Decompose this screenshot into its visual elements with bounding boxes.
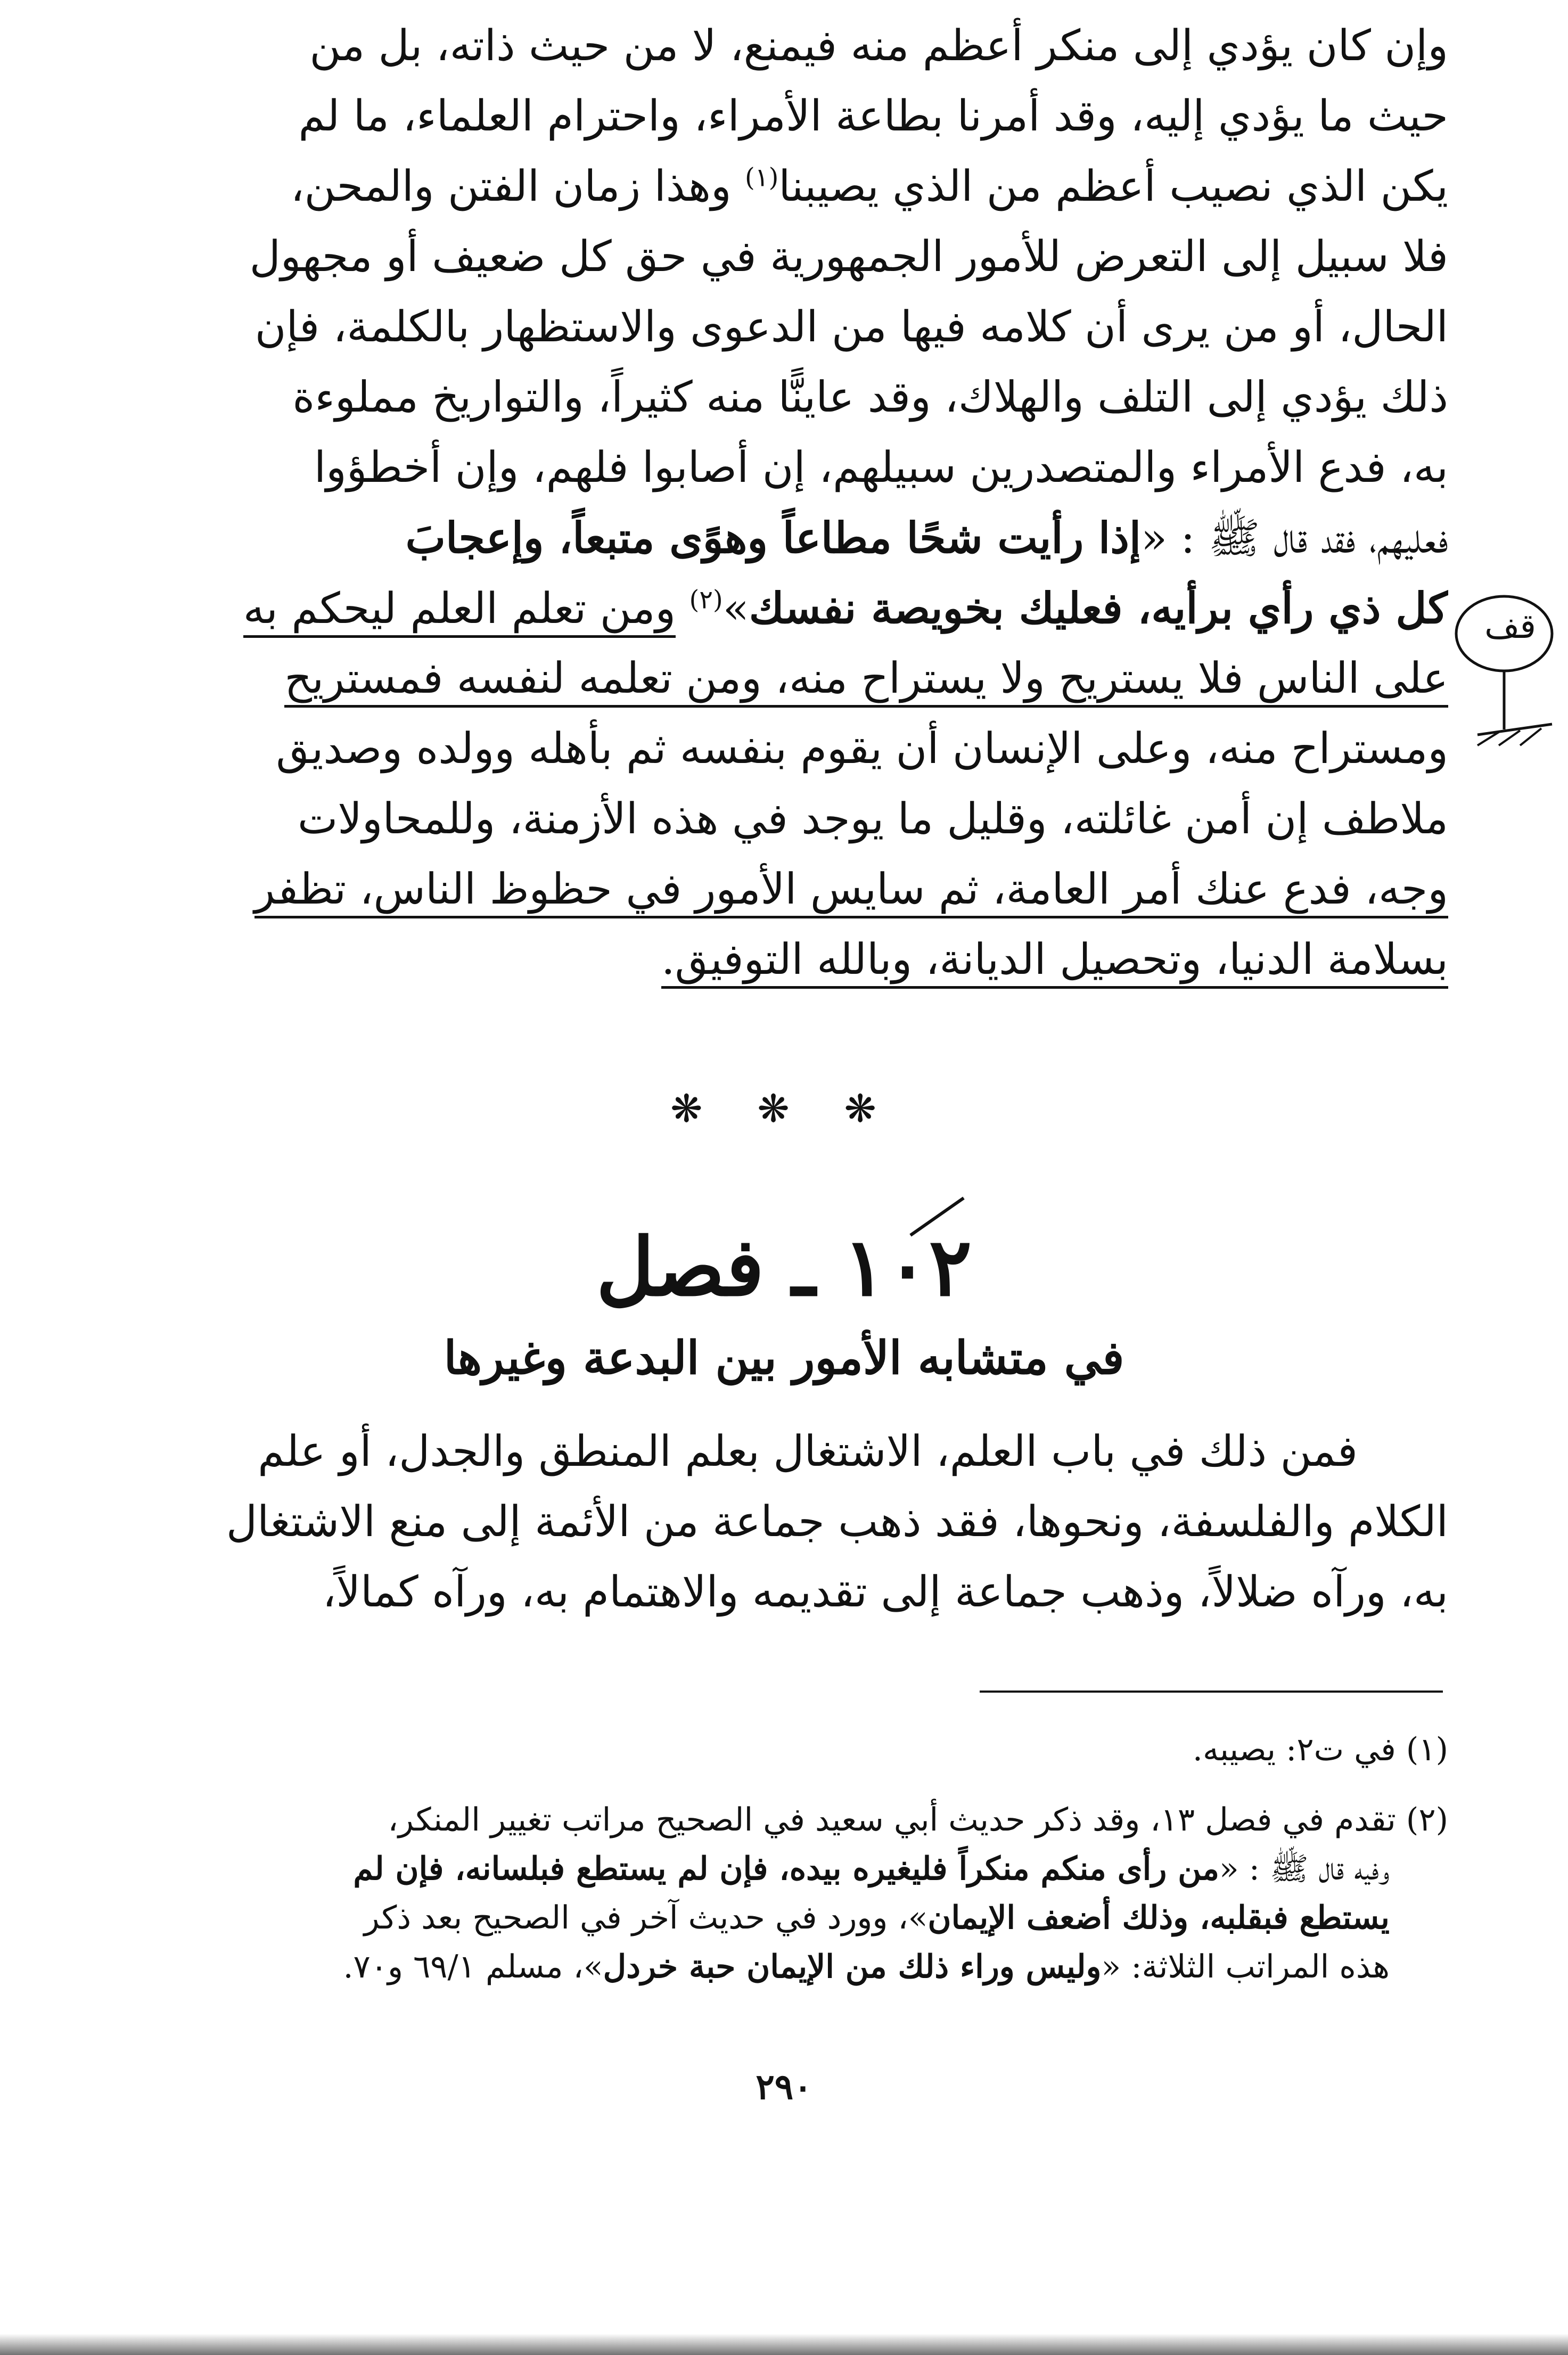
footnote-text: تقدم في فصل ١٣، وقد ذكر حديث أبي سعيد في الصحيح مراتب تغيير المنكر، — [388, 1801, 1396, 1839]
text-line: فمن ذلك في باب العلم، الاشتغال بعلم المنطق والجدل، أو علم — [258, 1426, 1358, 1476]
footnote-line — [59, 1893, 1448, 1942]
handwritten-underline-segment: بسلامة الدنيا، وتحصيل الديانة، وبالله التوفيق. — [661, 934, 1448, 989]
text-segment: يكن الذي نصيب أعظم من الذي يصيبنا — [778, 161, 1448, 211]
text-line: الحال، أو من يرى أن كلامه فيها من الدعوى والاستظهار بالكلمة، فإن — [255, 302, 1448, 351]
handwritten-underline-segment: وجه، فدع عنك أمر العامة، ثم سايس الأمور في حظوظ الناس، تظفر — [255, 864, 1448, 918]
section-body — [59, 1416, 1448, 1627]
section-separator: ❋ ❋ ❋ — [670, 1086, 898, 1131]
footnote-text: وفيه قال ﷺ : « — [1219, 1850, 1390, 1888]
footnote-gap — [59, 1774, 1448, 1795]
chapter-heading: ١٠٢ ـ فصل — [596, 1220, 972, 1314]
text-line: فلا سبيل إلى التعرض للأمور الجمهورية في حق كل ضعيف أو مجهول — [249, 232, 1448, 281]
text-segment: » — [723, 584, 749, 633]
section-subtitle: في متشابه الأمور بين البدعة وغيرها — [444, 1331, 1124, 1385]
footnote-ref-1: (١) — [745, 162, 779, 193]
footnote-line — [59, 1942, 1448, 1991]
footnote-marker: (٢) — [1406, 1801, 1448, 1839]
footnote-1 — [59, 1725, 1448, 1774]
text-line: به، فدع الأمراء والمتصدرين سبيلهم، إن أصابوا فلهم، وإن أخطؤوا — [314, 442, 1448, 492]
footnote-line — [59, 1844, 1448, 1893]
footnote-ref-2: (٢) — [689, 585, 723, 615]
text-line: ومستراح منه، وعلى الإنسان أن يقوم بنفسه ثم بأهله وولده وصديق — [276, 724, 1448, 773]
hadith-quote: إذا رأيت شحًا مطاعاً وهوًى متبعاً، وإعجابَ — [405, 513, 1142, 563]
hadith-quote: من رأى منكم منكراً فليغيره بيده، فإن لم يستطع فبلسانه، فإن لم — [353, 1850, 1220, 1888]
text-line: ذلك يؤدي إلى التلف والهلاك، وقد عاينًّا منه كثيراً، والتواريخ مملوءة — [292, 372, 1448, 422]
text-line — [59, 573, 1448, 643]
text-line — [59, 924, 1448, 995]
text-line — [59, 854, 1448, 924]
handwritten-underline-segment: ومن تعلم العلم ليحكم به — [243, 584, 676, 638]
handwritten-underline-segment: على الناس فلا يستريح ولا يستراح منه، ومن تعلمه لنفسه فمستريح — [284, 653, 1448, 708]
scan-edge-shadow — [0, 2334, 1568, 2355]
text-segment: وهذا زمان الفتن والمحن، — [290, 161, 732, 211]
text-line — [59, 503, 1448, 573]
text-line: حيث ما يؤدي إليه، وقد أمرنا بطاعة الأمراء، واحترام العلماء، ما لم — [298, 91, 1448, 141]
footnote-text: هذه المراتب الثلاثة: « — [1101, 1948, 1390, 1985]
text-line: الكلام والفلسفة، ونحوها، فقد ذهب جماعة من الأئمة إلى منع الاشتغال — [226, 1497, 1448, 1546]
margin-annotation-icon — [1446, 575, 1557, 756]
margin-annotation-text: قف — [1484, 607, 1536, 646]
footnotes — [59, 1725, 1448, 1991]
text-line — [59, 643, 1448, 713]
hadith-quote: كل ذي رأي برأيه، فعليك بخويصة نفسك — [749, 583, 1448, 633]
text-line: به، ورآه ضلالاً، وذهب جماعة إلى تقديمه والاهتمام به، ورآه كمالاً، — [322, 1567, 1448, 1617]
hadith-quote: يستطع فبقلبه، وذلك أضعف الإيمان — [927, 1899, 1390, 1936]
footnote-2 — [59, 1795, 1448, 1844]
text-line: وإن كان يؤدي إلى منكر أعظم منه فيمنع، لا من حيث ذاته، بل من — [309, 21, 1448, 70]
page-number: ٢٩٠ — [756, 2066, 812, 2107]
footnote-text: »، وورد في حديث آخر في الصحيح بعد ذكر — [364, 1899, 928, 1936]
footnote-marker: (١) — [1406, 1731, 1448, 1768]
footnote-text: في ت٢: يصيبه. — [1192, 1731, 1396, 1768]
footnote-divider — [980, 1691, 1443, 1693]
text-segment: فعليهم، فقد قال ﷺ : « — [1141, 513, 1448, 563]
main-text — [59, 11, 1448, 995]
text-line — [59, 151, 1448, 221]
hadith-quote: وليس وراء ذلك من الإيمان حبة خردل — [603, 1948, 1102, 1985]
text-line: ملاطف إن أمن غائلته، وقليل ما يوجد في هذه الأزمنة، وللمحاولات — [297, 794, 1448, 843]
footnote-text: »، مسلم ٦٩/١ و٧٠. — [343, 1948, 603, 1985]
